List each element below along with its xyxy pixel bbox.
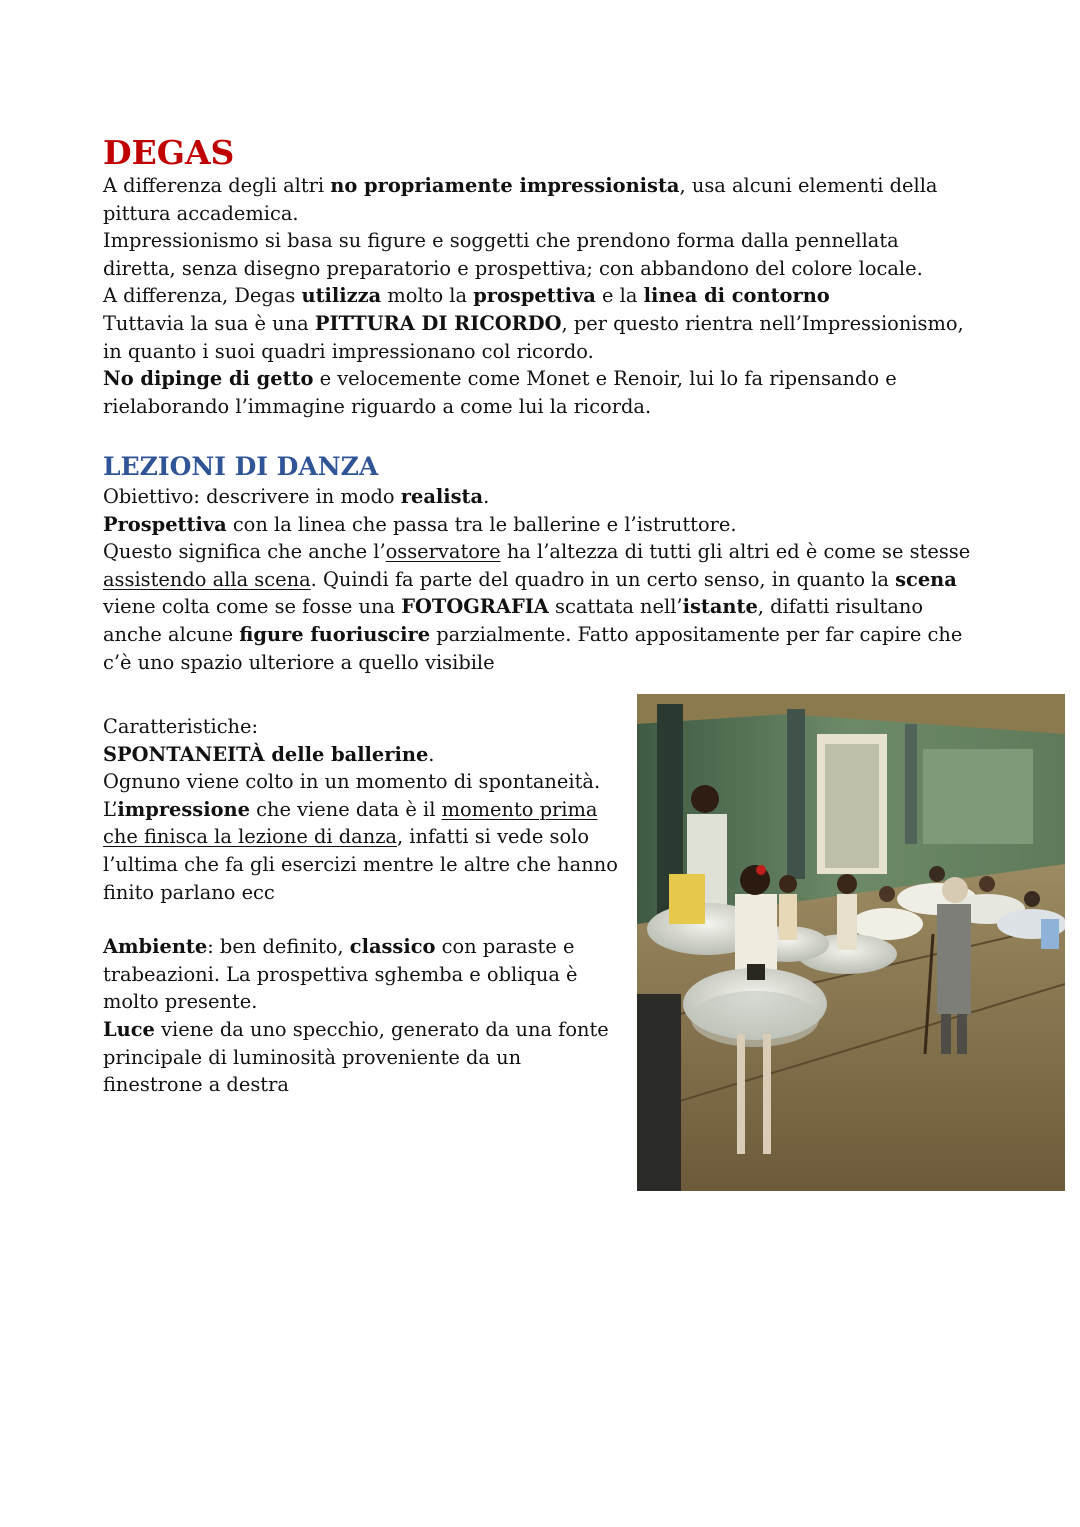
text-line (103, 823, 623, 851)
text-segment: Caratteristiche: (103, 715, 259, 738)
degas-title: DEGAS (103, 133, 235, 172)
text-line (103, 879, 623, 907)
text-segment: e velocemente come Monet e Renoir, lui lo fa ripensando e (313, 367, 897, 391)
text-segment: Obiettivo: descrivere in modo (103, 485, 401, 508)
text-line (103, 1044, 623, 1072)
text-line (103, 933, 623, 961)
lezioni-title: LEZIONI DI DANZA (103, 452, 379, 481)
text-line (103, 741, 623, 769)
text-segment: Tuttavia la sua è una (103, 311, 315, 335)
text-segment: trabeazioni. La prospettiva sghemba e obliqua è (103, 962, 578, 986)
text-segment: A differenza degli altri (103, 174, 331, 197)
text-segment: viene da uno specchio, generato da una fonte (154, 1017, 609, 1041)
text-line (103, 593, 1003, 621)
bold-text: utilizza (301, 284, 382, 308)
text-segment: c’è uno spazio ulteriore a quello visibile (103, 650, 495, 674)
text-segment: finito parlano ecc (103, 880, 275, 904)
text-line (103, 483, 1003, 511)
bold-text: classico (349, 935, 436, 959)
lezioni-body (103, 483, 1003, 676)
text-segment: principale di luminosità proveniente da un (103, 1045, 522, 1069)
text-segment: molto la (381, 284, 474, 308)
bold-text: FOTOGRAFIA (401, 595, 549, 619)
text-line (103, 1016, 623, 1044)
text-segment: parzialmente. Fatto appositamente per far capire che (430, 622, 963, 646)
text-segment: con paraste e (435, 935, 575, 959)
text-line (103, 649, 1003, 677)
text-segment: , usa alcuni elementi della (679, 174, 938, 197)
text-segment: anche alcune (103, 622, 240, 646)
text-segment: , per questo rientra nell’Impressionismo, (561, 311, 964, 335)
bold-text: no propriamente impressionista (330, 174, 680, 197)
bold-text: impressione (117, 797, 250, 821)
caratteristiche-column (103, 713, 623, 1099)
bold-text: Prospettiva (103, 512, 227, 536)
text-line (103, 511, 1003, 539)
text-line (103, 538, 1003, 566)
window-light (923, 749, 1033, 844)
underlined-text: assistendo alla scena (103, 567, 311, 591)
mirror-glass (825, 744, 879, 868)
lezioni-section (103, 451, 1003, 676)
text-segment: . (428, 742, 435, 766)
text-segment: scattata nell’ (548, 595, 683, 619)
degas-section (103, 134, 983, 420)
text-segment: rielaborando l’immagine riguardo a come lui la ricorda. (103, 394, 652, 418)
bold-text: Ambiente (103, 935, 208, 959)
bold-text: PITTURA DI RICORDO (314, 311, 562, 335)
text-segment: molto presente. (103, 990, 258, 1014)
bold-text: istante (682, 595, 758, 619)
ambiente-body (103, 933, 623, 1099)
text-segment: L’ (103, 797, 118, 821)
text-line (103, 851, 623, 879)
text-segment: diretta, senza disegno preparatorio e prospettiva; con abbandono del colore locale. (103, 256, 923, 280)
text-line (103, 796, 623, 824)
text-segment: Impressionismo si basa su figure e soggetti che prendono forma dalla pennellata (103, 229, 899, 253)
text-line (103, 988, 623, 1016)
underlined-text: momento prima (441, 797, 598, 821)
text-segment: Questo significa che anche l’ (103, 540, 386, 564)
text-line (103, 621, 1003, 649)
text-segment: A differenza, Degas (103, 284, 302, 308)
pilaster (787, 709, 805, 879)
bold-text: linea di contorno (643, 284, 830, 308)
bold-text: SPONTANEITÀ delle ballerine (103, 742, 429, 766)
text-segment: con la linea che passa tra le ballerine e l’istruttore. (226, 512, 737, 536)
text-line (103, 200, 983, 228)
text-segment: . Quindi fa parte del quadro in un certo senso, in quanto la (310, 567, 896, 591)
dark-figure (637, 994, 681, 1191)
text-segment: . (483, 485, 490, 508)
text-segment: viene colta come se fosse una (103, 595, 402, 619)
text-line (103, 1071, 623, 1099)
text-segment: l’ultima che fa gli esercizi mentre le altre che hanno (103, 852, 618, 876)
bold-text: scena (895, 567, 957, 591)
paragraph-gap (103, 906, 623, 933)
text-line (103, 365, 983, 393)
bold-text: prospettiva (473, 284, 596, 308)
text-segment: ha l’altezza di tutti gli altri ed è come se stesse (500, 540, 971, 564)
text-segment: pittura accademica. (103, 201, 299, 225)
text-segment: : ben definito, (207, 935, 350, 959)
text-segment: e la (595, 284, 644, 308)
degas-body (103, 172, 983, 420)
text-line (103, 768, 623, 796)
text-line (103, 393, 983, 421)
text-line (103, 172, 983, 200)
painting-svg (637, 694, 1065, 1191)
dance-class-painting (637, 694, 1065, 1191)
pilaster (905, 724, 917, 844)
text-line (103, 338, 983, 366)
text-segment: finestrone a destra (103, 1073, 289, 1097)
text-line (103, 255, 983, 283)
caratteristiche-body (103, 713, 623, 906)
underlined-text: che finisca la lezione di danza (103, 825, 397, 849)
text-segment: in quanto i suoi quadri impressionano col ricordo. (103, 339, 594, 363)
bold-text: No dipinge di getto (103, 367, 314, 391)
text-line (103, 282, 983, 310)
text-segment: , infatti si vede solo (396, 825, 589, 849)
underlined-text: osservatore (385, 540, 501, 564)
text-line (103, 713, 623, 741)
bold-text: realista (400, 485, 484, 508)
text-line (103, 961, 623, 989)
text-segment: che viene data è il (249, 797, 442, 821)
text-segment: Ognuno viene colto in un momento di spontaneità. (103, 770, 601, 794)
bold-text: Luce (103, 1017, 155, 1041)
text-segment: , difatti risultano (757, 595, 924, 619)
text-line (103, 310, 983, 338)
text-line (103, 566, 1003, 594)
bold-text: figure fuoriuscire (239, 622, 431, 646)
text-line (103, 227, 983, 255)
